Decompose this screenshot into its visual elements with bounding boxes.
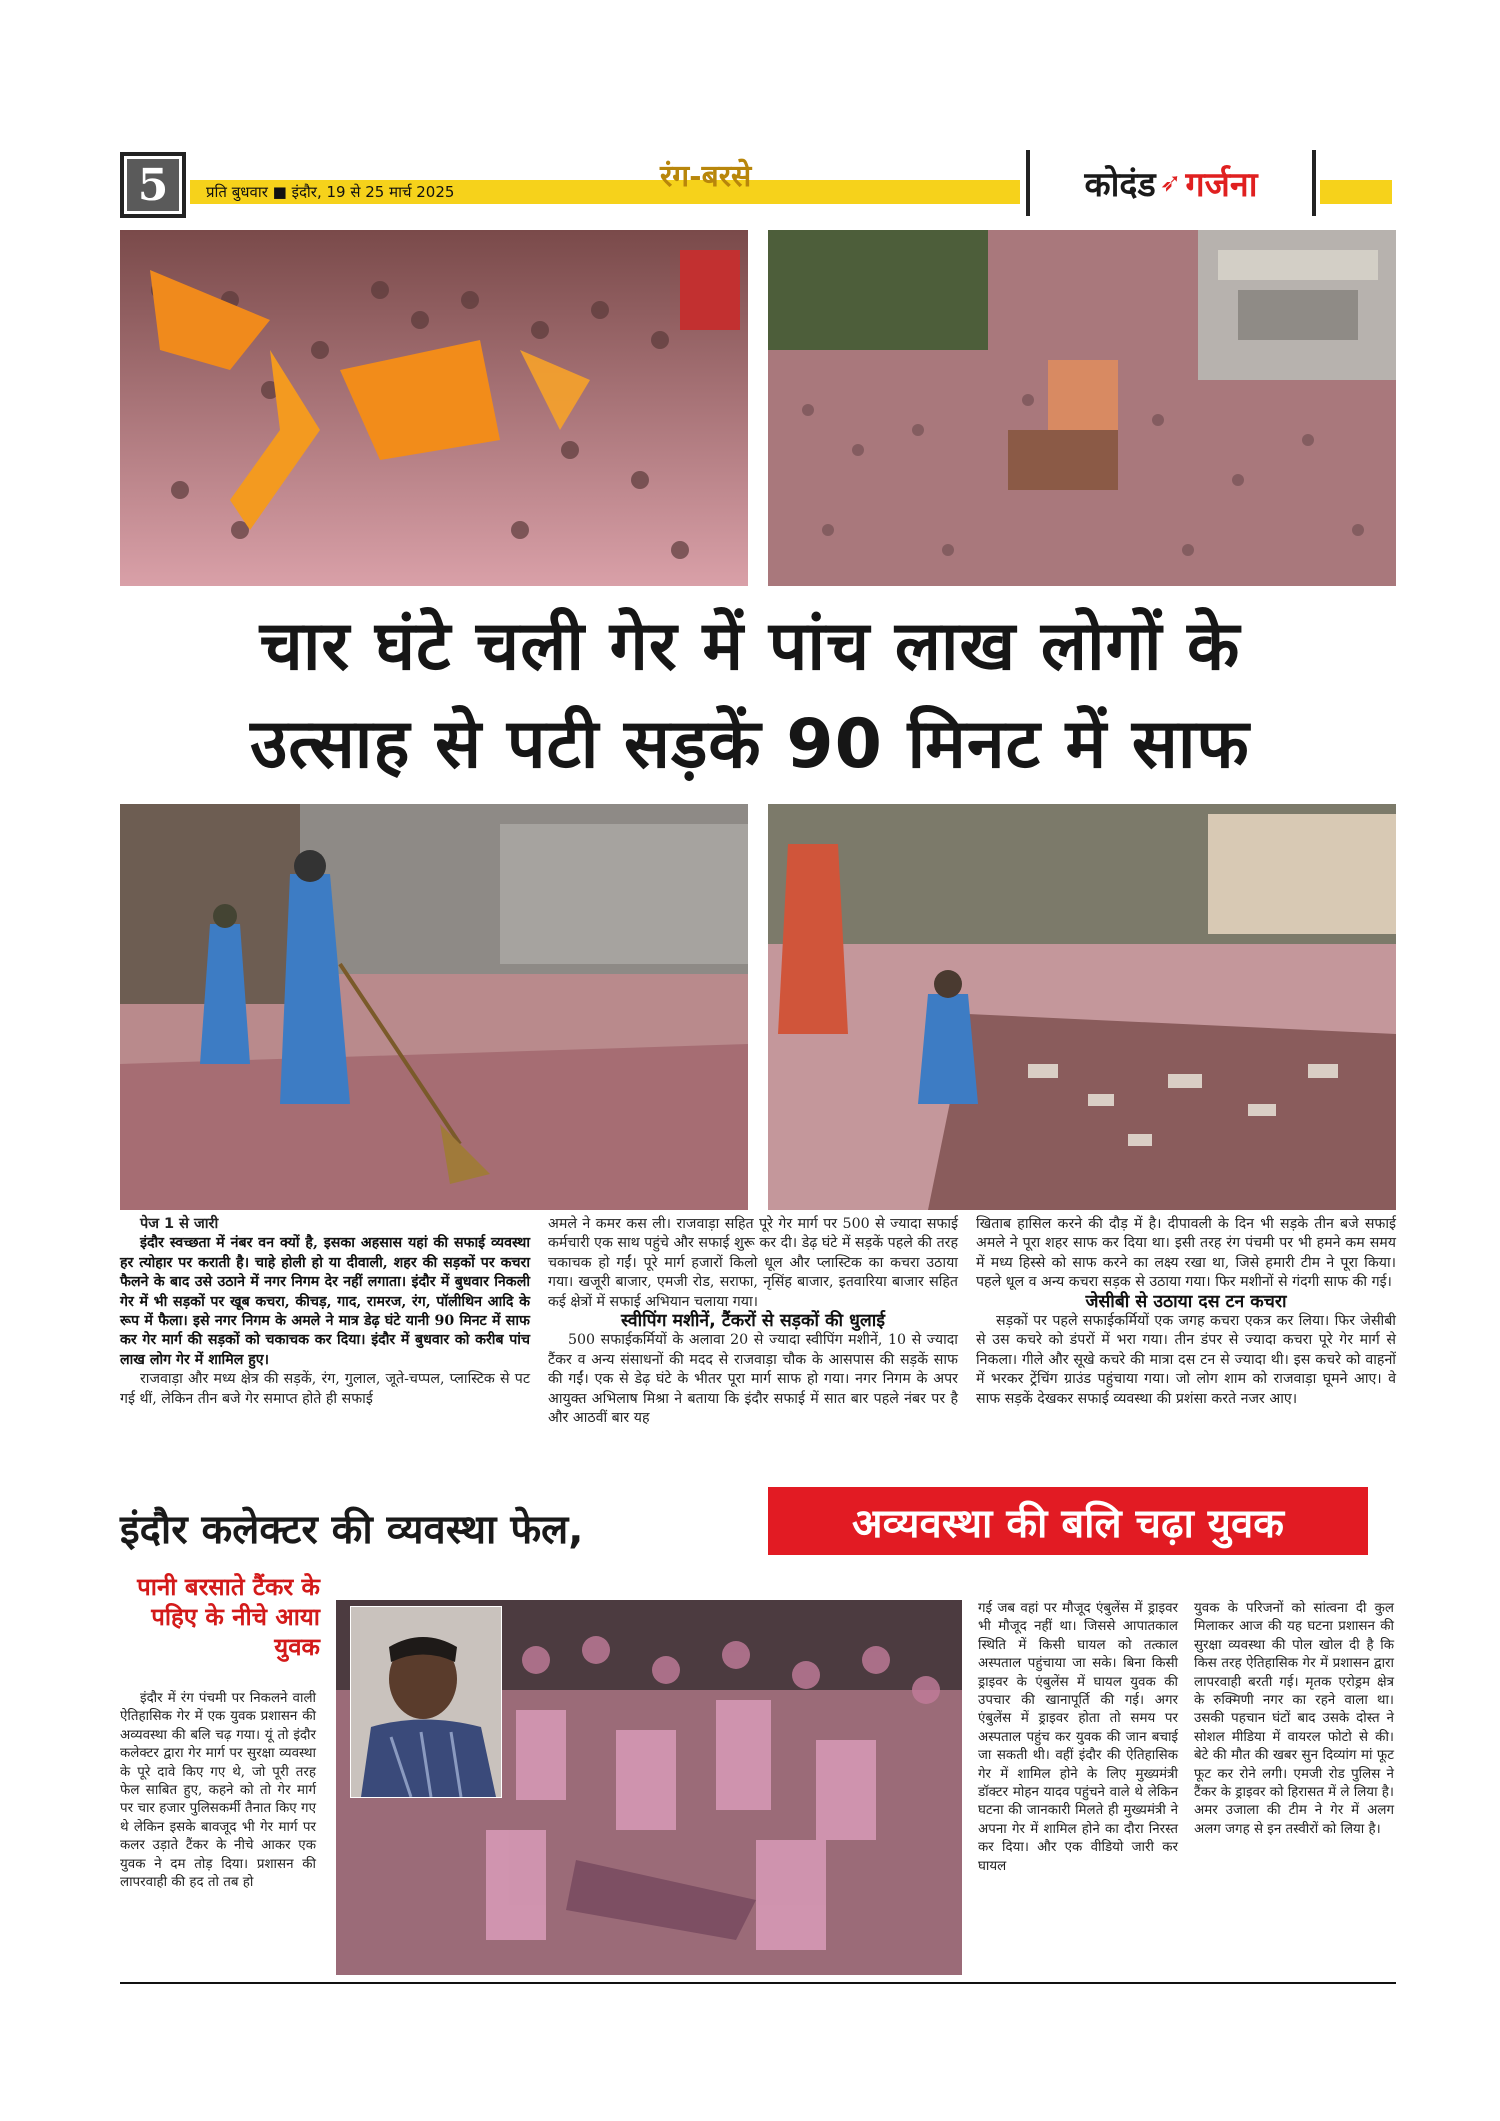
section-title: रंग-बरसे — [660, 159, 752, 194]
page-number-box — [120, 152, 186, 218]
photo-injured-youth — [336, 1600, 962, 1975]
story1-paragraph: 500 सफाईकर्मियों के अलावा 20 से ज्यादा स्वीपिंग मशीनें, 10 से ज्यादा टैंकर व अन्य संसाधनों की मदद से राजवाड़ा चौक के आसपास की सड़कें साफ की गईं। एक से डेढ़ घंटे के भीतर पूरा मार्ग साफ हो गया। नगर निगम के अपर आयुक्त अभिलाष मिश्रा ने बताया कि इंदौर सफाई में सात बार पहले नंबर पर है और आठवीं बार यह — [548, 1332, 958, 1427]
story1-paragraph: सड़कों पर पहले सफाईकर्मियों एक जगह कचरा एकत्र कर लिया। फिर जेसीबी से उस कचरे को डंपरों में भरा गया। तीन डंपर से ज्यादा कचरा पूरे गेर मार्ग से निकला। गीले और सूखे कचरे की मात्रा दस टन से ज्यादा थी। इस कचरे को वाहनों में भरकर ट्रेंचिंग ग्राउंड पहुंचाया गया। जो लोग शाम को राजवाड़ा घूमने आए। वे साफ सड़कें देखकर सफाई व्यवस्था की प्रशंसा करते नजर आए। — [976, 1313, 1396, 1407]
story1-lead-paragraph: इंदौर स्वच्छता में नंबर वन क्यों है, इसका अहसास यहां की सफाई व्यवस्था हर त्योहार पर कराती है। चाहे होली हो या दीवाली, शहर की सड़कों पर कचरा फैलने के बाद उसे उठाने में नगर निगम देर नहीं लगाता। इंदौर में बुधवार निकली गेर में भी सड़कों पर खूब कचरा, कीचड़, गाद, रामरज, रंग, पॉलीथिन आदि के रूप में फैला। इसे नगर निगम के अमले ने मात्र डेढ़ घंटे यानी 90 मिनट में साफ कर गेर मार्ग की सड़कों को चकाचक कर दिया। इंदौर में बुधवार को करीब पांच लाख लोग गेर में शामिल हुए। — [120, 1235, 530, 1368]
bottom-rule — [120, 1982, 1396, 1984]
logo-text-2: गर्जना — [1185, 165, 1258, 205]
story1-column-2 — [548, 1215, 958, 1428]
story1-subheading: स्वीपिंग मशीनें, टैंकरों से सड़कों की धुलाई — [621, 1311, 885, 1332]
story1-column-1 — [120, 1215, 530, 1409]
story1-subheading: जेसीबी से उठाया दस टन कचरा — [1085, 1291, 1287, 1312]
story1-column-3 — [976, 1215, 1396, 1409]
photo-garbage-clearing — [768, 804, 1396, 1210]
story2-column-1 — [120, 1690, 316, 1892]
story1-paragraph: खिताब हासिल करने की दौड़ में है। दीपावली के दिन भी सड़के तीन बजे सफाई अमले ने पूरा शहर साफ कर दिया था। इसी तरह रंग पंचमी पर भी हमने कम समय में मध्य हिस्से को साफ करने का लक्ष्य रखा था, जिसे हमारी टीम ने पूरा किया। पहले धूल व अन्य कचरा सड़क से उठाया गया। फिर मशीनों से गंदगी साफ की गई। — [976, 1216, 1396, 1291]
header-yellow-band — [190, 180, 1020, 204]
story2-headline-left: इंदौर कलेक्टर की व्यवस्था फेल, — [120, 1507, 584, 1553]
bird-icon: ➶ — [1159, 168, 1182, 198]
photo-procession-aerial — [768, 230, 1396, 586]
continued-from-label: पेज 1 से जारी — [140, 1216, 219, 1232]
photo-sweepers — [120, 804, 748, 1210]
photo-crowd-flags — [120, 230, 748, 586]
story2-paragraph: इंदौर में रंग पंचमी पर निकलने वाली ऐतिहासिक गेर में एक युवक प्रशासन की अव्यवस्था की बलि चढ़ गया। यूं तो इंदौर कलेक्टर द्वारा गेर मार्ग पर सुरक्षा व्यवस्था के पूरे दावे किए गए थे, जो पूरी तरह फेल साबित हुए, कहने को तो गेर मार्ग पर चार हजार पुलिसकर्मी तैनात किए गए थे लेकिन इसके बावजूद भी गेर मार्ग पर कलर उड़ाते टैंकर के नीचे आकर एक युवक ने दम तोड़ दिया। प्रशासन की लापरवाही की हद तो तब हो — [120, 1691, 316, 1891]
story2-kicker: पानी बरसाते टैंकर के पहिए के नीचे आया युवक — [137, 1572, 320, 1661]
story2-paragraph: युवक के परिजनों को सांत्वना दी कुल मिलाकर आज की यह घटना प्रशासन की सुरक्षा व्यवस्था की पोल खोल दी है कि किस तरह ऐतिहासिक गेर में प्रशासन द्वारा लापरवाही बरती गई। मृतक एरोड्रम क्षेत्र के रुक्मिणी नगर का रहने वाला था। उसकी पहचान घंटों बाद उसके दोस्त ने सोशल मीडिया में वायरल फोटो से की। बेटे की मौत की खबर सुन दिव्यांग मां फूट फूट कर रोने लगी। एमजी रोड पुलिस ने टैंकर के ड्राइवर को हिरासत में ले लिया है। अमर उजाला की टीम ने गेर में अलग अलग जगह से इन तस्वीरों को लिया है। — [1194, 1601, 1394, 1837]
page-number: 5 — [127, 159, 179, 211]
story2-column-2 — [978, 1600, 1178, 1876]
header-yellow-band-right — [1320, 180, 1392, 204]
story1-paragraph: राजवाड़ा और मध्य क्षेत्र की सड़कें, रंग, गुलाल, जूते-चप्पल, प्लास्टिक से पट गई थीं, लेकिन तीन बजे गेर समाप्त होते ही सफाई — [120, 1371, 530, 1407]
main-headline — [120, 598, 1380, 794]
masthead-logo — [1026, 150, 1316, 216]
headline-line-1: चार घंटे चली गेर में पांच लाख लोगों के — [259, 607, 1241, 686]
story2-column-3 — [1194, 1600, 1394, 1839]
story2-headline-right: अव्यवस्था की बलि चढ़ा युवक — [768, 1487, 1368, 1555]
story2-paragraph: गई जब वहां पर मौजूद एंबुलेंस में ड्राइवर भी मौजूद नहीं था। जिससे आपातकाल स्थिति में किसी घायल को तत्काल अस्पताल पहुंचाया जा सके। बिना किसी ड्राइवर के एंबुलेंस में घायल युवक की उपचार की खानापूर्ति की गई। अगर एंबुलेंस में ड्राइवर होता तो समय पर अस्पताल पहुंच कर युवक की जान बचाई जा सकती थी। वहीं इंदौर की ऐतिहासिक गेर में शामिल होने के लिए मुख्यमंत्री डॉक्टर मोहन यादव पहुंचने वाले थे लेकिन घटना की जानकारी मिलते ही मुख्यमंत्री ने अपना गेर में शामिल होने का दौरा निरस्त कर दिया। और एक वीडियो जारी कर घायल — [978, 1601, 1178, 1874]
headline-line-2: उत्साह से पटी सड़कें 90 मिनट में साफ — [250, 705, 1250, 784]
photo-victim-inset — [350, 1606, 502, 1798]
edition-date-line: प्रति बुधवार ■ इंदौर, 19 से 25 मार्च 2025 — [206, 183, 455, 201]
story1-paragraph: अमले ने कमर कस ली। राजवाड़ा सहित पूरे गेर मार्ग पर 500 से ज्यादा सफाई कर्मचारी एक साथ पहुंचे और सफाई शुरू कर दी। डेढ़ घंटे में सड़कें पहले की तरह चकाचक हो गईं। पूरे मार्ग हजारों किलो धूल और प्लास्टिक का कचरा उठाया गया। खजूरी बाजार, एमजी रोड, सराफा, नृसिंह बाजार, इतवारिया बाजार सहित कई क्षेत्रों में सफाई अभियान चलाया गया। — [548, 1216, 958, 1310]
logo-text-1: कोदंड — [1084, 165, 1156, 205]
